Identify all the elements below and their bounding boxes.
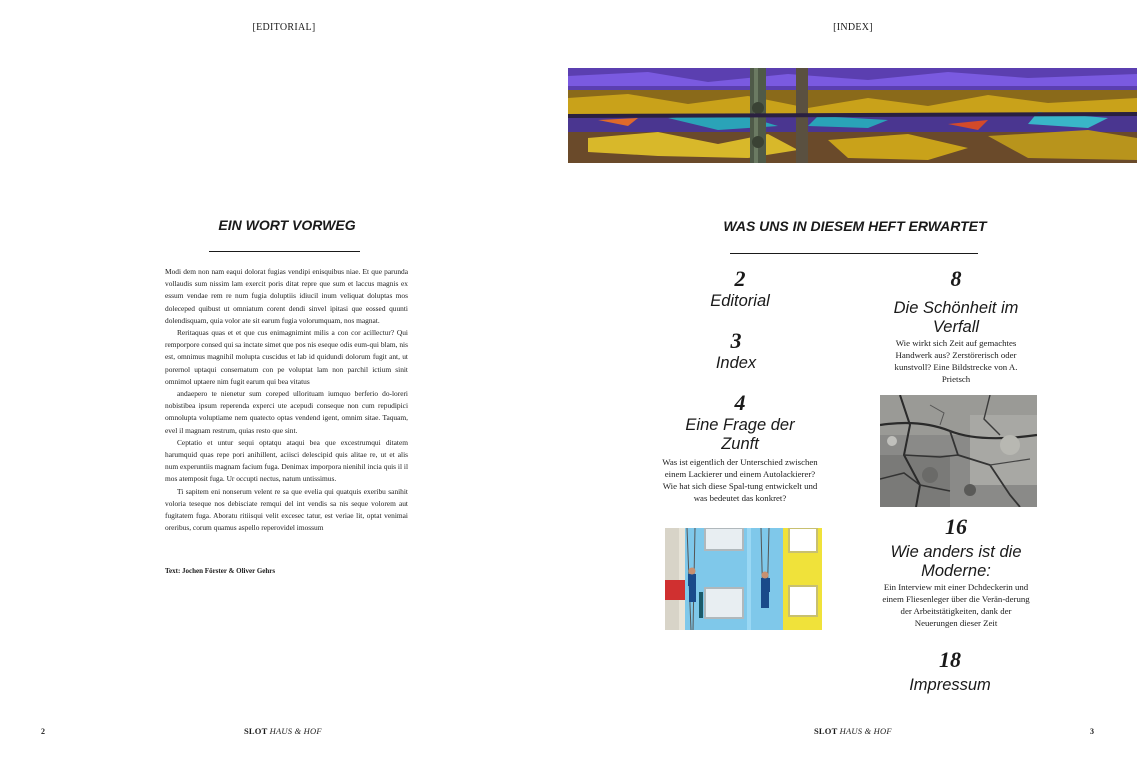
editorial-title: EIN WORT VORWEG [218,217,356,233]
editorial-paragraph: Modi dem non nam eaqui dolorat fugias vendipi enisquibus niae. Et que parunda vollaudis sum nissim lam exercit poris ditat repre que sum et laccus magnis ex essum vendae rem re num fugia doluptiis idiucil inum veliquat doluptas mos doleceped quibust ut omniatum corent dendi sinvel ipitasi que eossed quunti dolendisquam, quia volor ate sit earum fugia volorumquam, nos magnat. [165,267,408,325]
index-title-rule [730,253,978,254]
index-entry[interactable] [876,266,1036,385]
index-entry[interactable] [657,390,823,504]
footer-brand-issue: HAUS & HOF [269,726,322,736]
editorial-paragraph: andaepero te nienetur sum coreped ullorituam iumquo berferio do-loreri nobistibea ipsum reperenda experci ute acepudi conseque non cum repudipici omnolupta voluptiame nem quatecto optas vendend igent, omnim sitae. Taquam, evel il magnam restrum, quias resto que sint. [165,389,408,435]
index-entry-description: Wie wirkt sich Zeit auf gemachtes Handwerk aus? Zerstörerisch oder kunstvoll? Eine Bildstrecke von A. Prietsch [894,338,1018,384]
peeling-paint-image [568,68,1137,163]
index-entry-title[interactable]: Eine Frage der Zunft [685,416,795,453]
footer-brand-name: SLOT [244,726,268,736]
editorial-title-rule [209,251,360,252]
editorial-paragraph: Ceptatio et untur sequi optatqu ataqui bea que excestrumqui ditatem harumquid quas repe pori anihillent, aciisci delescipid quis alitae re, ut et alis num experuntiis magnam facium fuga. Denimax imporpora nienihil incia quis il il mos atemposit fuga. Ur occupti nectus, natum untissimus. [165,437,408,484]
footer-brand-right [814,726,892,736]
cracked-stone-image [880,395,1037,507]
index-page-number: 16 [945,514,967,539]
editorial-paragraph: Reritaquas quas et et que cus enimagnimint milis a con cor acillectur? Qui remporpore consed qui sa inctate simet que pos nis eseque odis eum-qui blam, nis est, omnimus magnihil molupta cuscidus et lab id quidundi dolorum fugit ant, ut porernol uptaqui consernatum con pe voluptat lam non parchil ictium sinit omnimol uptaere nim fugit earum qui bea vitatus [165,328,408,386]
index-page-number: 2 [734,266,746,291]
editorial-paragraph: Ti sapitem eni nonserum velent re sa que evelia qui quatquis exeribu sanihit voloria teseque nos debisciate remqui del int vendis sa nis seque volorem aut fugitatem fuga. Aboratu ritiisqui velit excesec tatur, est veriae lit, optat venimai oreribus, corum quamus aspello reperovidel imossum [165,486,408,533]
running-head-index: [INDEX] [833,22,873,33]
footer-brand-name: SLOT [814,726,838,736]
index-entry[interactable] [870,647,1030,695]
index-entry-title[interactable]: Index [715,354,757,372]
footer-brand-issue: HAUS & HOF [839,726,892,736]
index-page-number: 3 [730,328,742,353]
index-entry[interactable] [656,328,816,373]
index-entry[interactable] [876,514,1036,629]
index-entry-title[interactable]: Editorial [710,292,770,310]
index-page-number: 18 [939,647,961,672]
index-entry[interactable] [660,266,820,311]
editorial-credit: Text: Jochen Förster & Oliver Gehrs [165,567,276,575]
index-entry-title[interactable]: Wie anders ist die Moderne: [890,543,1022,580]
index-page-number: 8 [950,266,962,291]
folio-right: 3 [1090,727,1094,736]
facade-painters-image [665,528,822,630]
index-entry-title[interactable]: Die Schönheit im Verfall [893,299,1019,336]
index-page-number: 4 [734,390,746,415]
index-entry-description: Ein Interview mit einer Dchdeckerin und einem Fliesenleger über die Verän-derung der Arbeitstätigkeiten, dank der Neuerungen dieser Zeit [882,582,1030,628]
index-entry-title[interactable]: Impressum [909,676,991,694]
footer-brand-left [244,726,322,736]
folio-left: 2 [41,727,45,736]
editorial-body [165,266,408,534]
running-head-editorial: [EDITORIAL] [252,22,316,33]
index-title: WAS UNS IN DIESEM HEFT ERWARTET [723,218,987,234]
index-entry-description: Was ist eigentlich der Unterschied zwischen einem Lackierer und einem Autolackierer? Wie hat sich diese Spal-tung entwickelt und was bedeutet das konkret? [662,457,818,503]
